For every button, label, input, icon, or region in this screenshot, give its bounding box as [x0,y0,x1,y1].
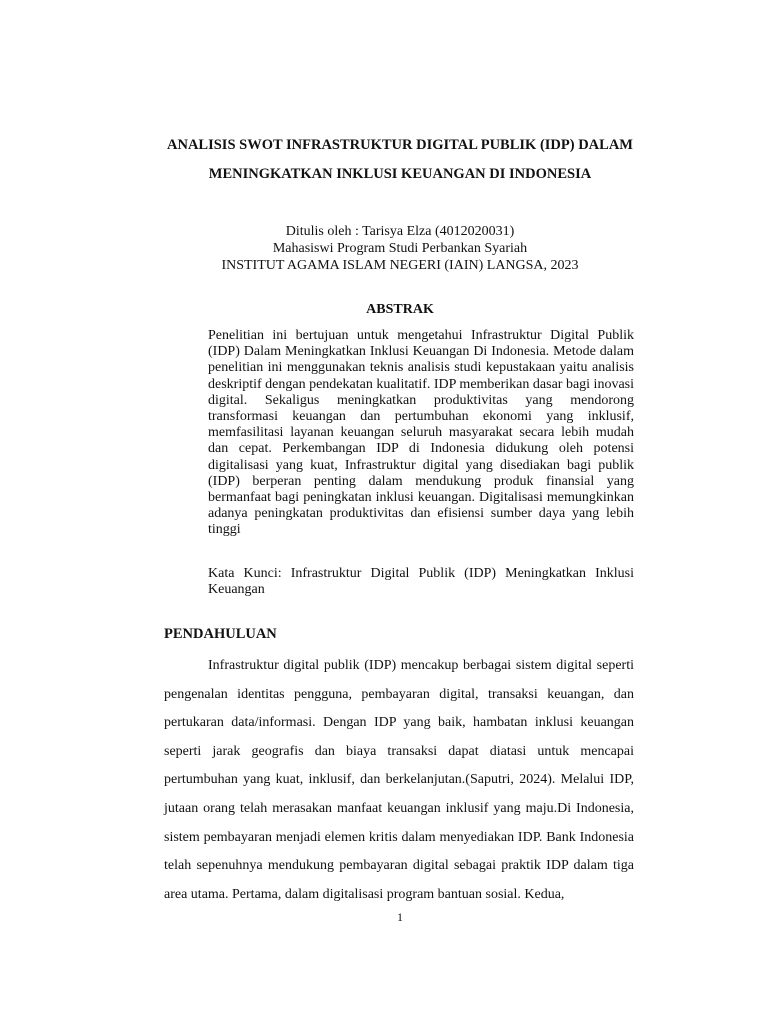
section-body-text: Infrastruktur digital publik (IDP) mencakup berbagai sistem digital seperti pengenalan identitas pengguna, pembayaran digital, transaksi keuangan, dan pertukaran data/informasi. Dengan IDP yang baik, hambatan inklusi keuangan seperti jarak geografis dan biaya transaksi dapat diatasi untuk mencapai pertumbuhan yang kuat, inklusif, dan berkelanjutan.(Saputri, 2024). Melalui IDP, jutaan orang telah merasakan manfaat keuangan inklusif yang maju.Di Indonesia, sistem pembayaran menjadi elemen kritis dalam menyediakan IDP. Bank Indonesia telah sepenuhnya mendukung pembayaran digital sebagai praktik IDP dalam tiga area utama. Pertama, dalam digitalisasi program bantuan sosial. Kedua, [164,658,634,902]
section-heading: PENDAHULUAN [164,626,277,642]
paper-title-line-1: ANALISIS SWOT INFRASTRUKTUR DIGITAL PUBLIK (IDP) DALAM [167,137,633,153]
author-institution: INSTITUT AGAMA ISLAM NEGERI (IAIN) LANGSA, 2023 [221,258,579,273]
abstract-text: Penelitian ini bertujuan untuk mengetahui Infrastruktur Digital Publik (IDP) Dalam Meningkatkan Inklusi Keuangan Di Indonesia. Metode dalam penelitian ini menggunakan teknis analisis studi kepustakaan yaitu analisis deskriptif dengan pendekatan kualitatif. IDP memberikan dasar bagi inovasi digital. Sekaligus meningkatkan produktivitas yang mendorong transformasi keuangan dan pertumbuhan ekonomi yang inklusif, memfasilitasi layanan keuangan seluruh masyarakat secara lebih mudah dan cepat. Perkembangan IDP di Indonesia didukung oleh potensi digitalisasi yang kuat, Infrastruktur digital yang disediakan bagi publik (IDP) berperan penting dalam mendukung produk finansial yang bermanfaat bagi peningkatan inklusi keuangan. Digitalisasi memungkinkan adanya peningkatan produktivitas dan efisiensi sumber daya yang lebih tinggi [208,328,634,538]
author-program: Mahasiswi Program Studi Perbankan Syariah [272,241,528,256]
author-line: Ditulis oleh : Tarisya Elza (4012020031) [285,224,515,239]
page-number: 1 [397,910,403,924]
abstract-heading: ABSTRAK [366,302,434,317]
keywords: Kata Kunci: Infrastruktur Digital Publik (IDP) Meningkatkan Inklusi Keuangan [208,566,634,598]
paper-title-line-2: MENINGKATKAN INKLUSI KEUANGAN DI INDONESIA [208,166,592,182]
